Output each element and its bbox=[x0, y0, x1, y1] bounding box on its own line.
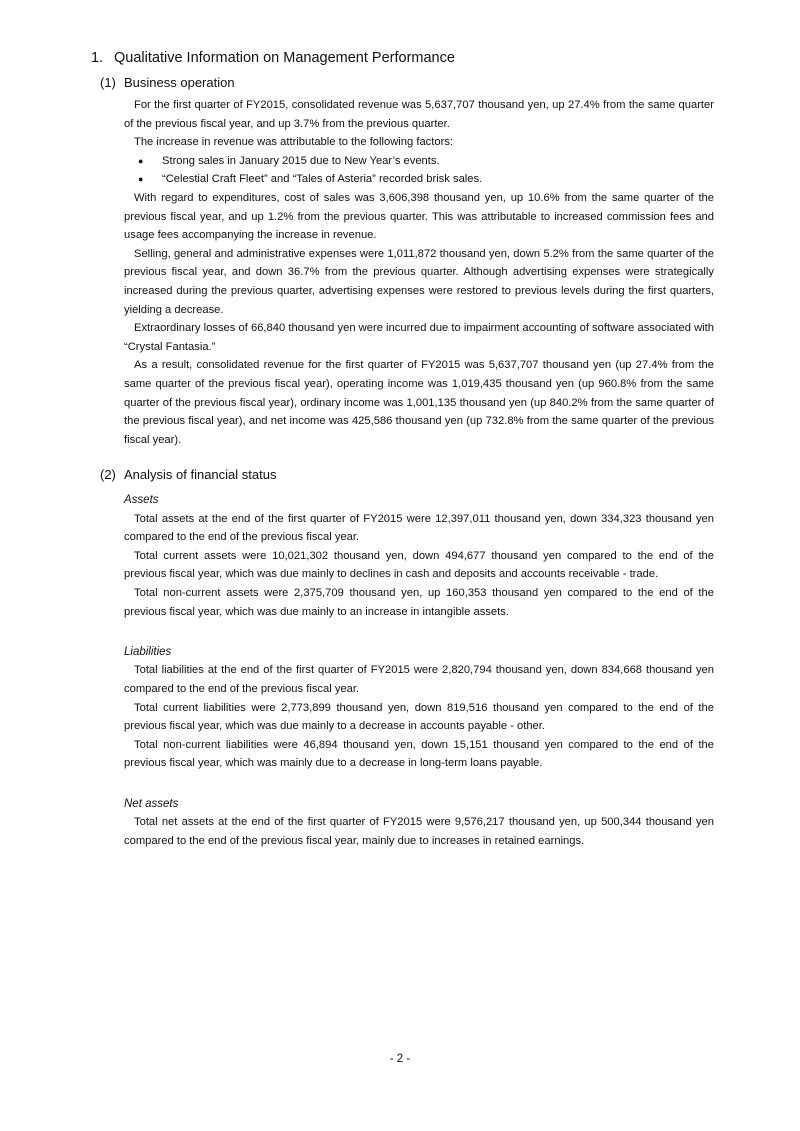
section-number: 1. bbox=[91, 50, 104, 66]
factors-list bbox=[124, 152, 714, 189]
current-liabilities-paragraph: Total current liabilities were 2,773,899 thousand yen, down 819,516 thousand yen compared to the end of the previous fiscal year, which was due mainly to a decrease in accounts payable - other. bbox=[124, 701, 714, 733]
list-item-text: Strong sales in January 2015 due to New Year’s events. bbox=[162, 154, 440, 167]
total-assets-paragraph: Total assets at the end of the first quarter of FY2015 were 12,397,011 thousand yen, down 334,323 thousand yen compared to the end of the previous fiscal year. bbox=[124, 512, 714, 544]
net-assets-heading: Net assets bbox=[124, 797, 179, 810]
non-current-liabilities-paragraph: Total non-current liabilities were 46,894 thousand yen, down 15,151 thousand yen compared to the end of the previous fiscal year, which was mainly due to a decrease in long-term loans payable. bbox=[124, 738, 714, 770]
section-title: Qualitative Information on Management Performance bbox=[114, 50, 455, 66]
subsection-title: Business operation bbox=[124, 75, 235, 90]
revenue-paragraph: For the first quarter of FY2015, consolidated revenue was 5,637,707 thousand yen, up 27.4% from the same quarter of the previous fiscal year, and up 3.7% from the previous quarter. bbox=[124, 99, 714, 130]
total-liabilities-paragraph: Total liabilities at the end of the first quarter of FY2015 were 2,820,794 thousand yen, down 834,668 thousand yen compared to the end of the previous fiscal year. bbox=[124, 664, 714, 695]
total-net-assets-paragraph: Total net assets at the end of the first quarter of FY2015 were 9,576,217 thousand yen, up 500,344 thousand yen compared to the end of the previous fiscal year, mainly due to increases in retained earnings. bbox=[124, 816, 714, 847]
business-operation-body bbox=[124, 96, 714, 449]
factors-intro: The increase in revenue was attributable to the following factors: bbox=[134, 136, 454, 149]
bullet-icon: ● bbox=[138, 174, 144, 185]
cost-of-sales-paragraph: With regard to expenditures, cost of sales was 3,606,398 thousand yen, up 10.6% from the same quarter of the previous fiscal year, and up 1.2% from the previous quarter. This was attributable to increased commission fees and usage fees accompanying the increase in revenue. bbox=[124, 191, 714, 242]
section-heading bbox=[91, 50, 455, 66]
business-operation-heading bbox=[100, 75, 235, 90]
subsection-number: (2) bbox=[100, 467, 116, 482]
liabilities-heading: Liabilities bbox=[124, 645, 172, 658]
sga-paragraph: Selling, general and administrative expenses were 1,011,872 thousand yen, down 5.2% from the same quarter of the previous fiscal year, and down 36.7% from the previous quarter. Although advertising expenses were strategically increased during the previous quarter, advertising expenses were restored to previous levels during the first quarters, yielding a decrease. bbox=[124, 247, 714, 316]
current-assets-paragraph: Total current assets were 10,021,302 thousand yen, down 494,677 thousand yen compared to the end of the previous fiscal year, which was due mainly to declines in cash and deposits and accounts receivable - trade. bbox=[124, 549, 714, 581]
spacer bbox=[124, 773, 714, 792]
extraordinary-losses-paragraph: Extraordinary losses of 66,840 thousand yen were incurred due to impairment accounting of software associated with “Crystal Fantasia.” bbox=[124, 322, 714, 353]
list-item-text: “Celestial Craft Fleet” and “Tales of Asteria” recorded brisk sales. bbox=[162, 173, 483, 186]
page-number: - 2 - bbox=[389, 1053, 411, 1065]
non-current-assets-paragraph: Total non-current assets were 2,375,709 thousand yen, up 160,353 thousand yen compared to the end of the previous fiscal year, which was due mainly to an increase in intangible assets. bbox=[124, 586, 714, 618]
spacer bbox=[124, 621, 714, 640]
list-item bbox=[124, 170, 714, 189]
subsection-title: Analysis of financial status bbox=[124, 467, 277, 482]
bullet-icon: ● bbox=[138, 155, 144, 166]
assets-heading: Assets bbox=[124, 494, 159, 506]
subsection-number: (1) bbox=[100, 75, 116, 90]
list-item bbox=[124, 152, 714, 171]
financial-status-body bbox=[124, 491, 714, 850]
results-paragraph: As a result, consolidated revenue for the first quarter of FY2015 was 5,637,707 thousand yen (up 27.4% from the same quarter of the previous fiscal year), operating income was 1,019,435 thousand yen (up 960.8% from the same quarter of the previous fiscal year), ordinary income was 1,001,135 thousand yen (up 840.2% from the same quarter of the previous fiscal year), and net income was 425,586 thousand yen (up 732.8% from the same quarter of the previous fiscal year). bbox=[124, 359, 714, 446]
financial-status-heading bbox=[100, 467, 276, 482]
